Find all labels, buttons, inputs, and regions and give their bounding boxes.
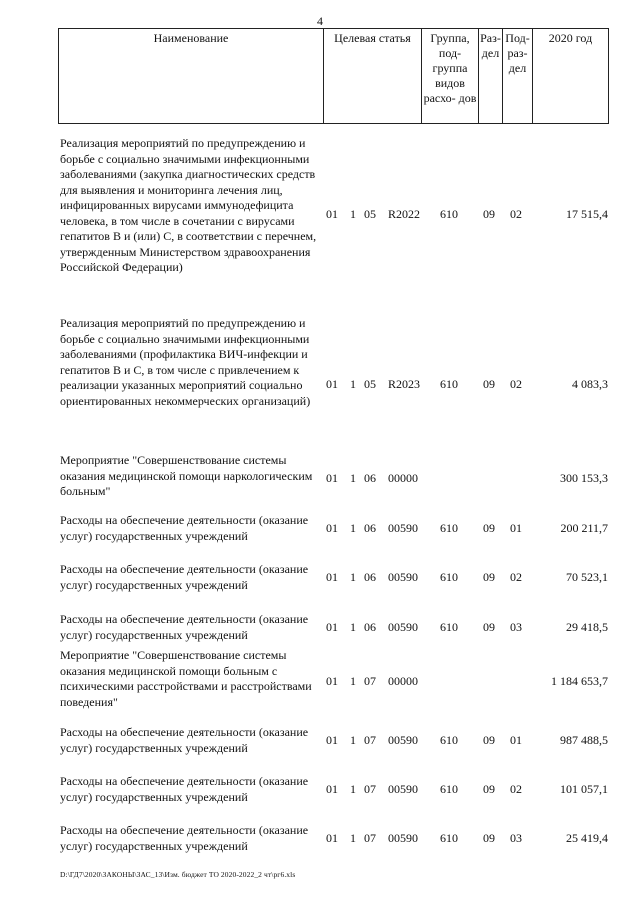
row-subsection: 03	[510, 620, 522, 634]
row-amount: 300 153,3	[560, 471, 608, 485]
row-group: 610	[440, 570, 458, 584]
row-name: Реализация мероприятий по предупреждению и борьбе с социально значимыми инфекционными заболеваниями (закупка диагностических средств для выявления и мониторинга лечения лиц, инфицированных вирусами иммунодефицита человека, в том числе в сочетании с вирусами гепатитов В и (или) С, в соответствии с перечнем, утвержденным Министерством здравоохранения Российской Федерации)	[60, 136, 317, 274]
target-part-4: 00590	[388, 733, 418, 747]
row-subsection: 02	[510, 782, 522, 796]
row-amount: 17 515,4	[566, 207, 608, 221]
target-part-2: 1	[350, 521, 356, 535]
row-group: 610	[440, 831, 458, 845]
target-part-2: 1	[350, 570, 356, 584]
row-name: Расходы на обеспечение деятельности (оказание услуг) государственных учреждений	[60, 612, 309, 642]
row-name: Расходы на обеспечение деятельности (оказание услуг) государственных учреждений	[60, 725, 309, 755]
target-part-4: 00590	[388, 782, 418, 796]
table-row	[0, 453, 640, 498]
target-part-4: R2022	[388, 207, 421, 221]
row-name: Мероприятие "Совершенствование системы оказания медицинской помощи больным с психическими расстройствами и расстройствами поведения"	[60, 648, 312, 709]
target-part-3: 06	[364, 620, 376, 634]
row-subsection: 02	[510, 377, 522, 391]
row-name: Расходы на обеспечение деятельности (оказание услуг) государственных учреждений	[60, 562, 309, 592]
row-group: 610	[440, 620, 458, 634]
target-part-2: 1	[350, 674, 356, 688]
table-row	[0, 774, 640, 804]
target-part-1: 01	[326, 620, 338, 634]
row-name: Расходы на обеспечение деятельности (оказание услуг) государственных учреждений	[60, 513, 309, 543]
target-part-4: 00000	[388, 674, 418, 688]
row-name: Мероприятие "Совершенствование системы оказания медицинской помощи наркологическим больным"	[60, 453, 313, 498]
row-subsection: 02	[510, 570, 522, 584]
row-section: 09	[483, 733, 495, 747]
target-part-1: 01	[326, 377, 338, 391]
row-section: 09	[483, 620, 495, 634]
target-part-2: 1	[350, 377, 356, 391]
table-header	[58, 28, 609, 124]
target-part-3: 06	[364, 521, 376, 535]
page-number: 4	[317, 14, 323, 28]
row-section: 09	[483, 782, 495, 796]
target-part-2: 1	[350, 831, 356, 845]
row-group: 610	[440, 521, 458, 535]
row-amount: 987 488,5	[560, 733, 608, 747]
target-part-2: 1	[350, 207, 356, 221]
target-part-4: R2023	[388, 377, 421, 391]
table-row	[0, 823, 640, 853]
target-part-4: 00590	[388, 620, 418, 634]
target-part-4: 00590	[388, 831, 418, 845]
row-section: 09	[483, 521, 495, 535]
target-part-3: 05	[364, 207, 376, 221]
row-amount: 1 184 653,7	[551, 674, 608, 688]
header-section: Раз- дел	[479, 29, 503, 124]
table-row	[0, 648, 640, 709]
target-part-1: 01	[326, 570, 338, 584]
target-part-3: 07	[364, 831, 376, 845]
target-part-3: 07	[364, 782, 376, 796]
row-group: 610	[440, 377, 458, 391]
row-section: 09	[483, 570, 495, 584]
row-section: 09	[483, 377, 495, 391]
row-amount: 4 083,3	[572, 377, 608, 391]
target-part-2: 1	[350, 733, 356, 747]
target-part-4: 00590	[388, 521, 418, 535]
table-row	[0, 316, 640, 408]
target-part-3: 05	[364, 377, 376, 391]
row-section: 09	[483, 207, 495, 221]
row-name: Реализация мероприятий по предупреждению и борьбе с социально значимыми инфекционными заболеваниями (профилактика ВИЧ-инфекции и гепатитов В и С, в том числе с привлечением к реализации указанных мероприятий социально ориентированных некоммерческих организаций)	[60, 316, 311, 408]
row-subsection: 01	[510, 521, 522, 535]
target-part-2: 1	[350, 471, 356, 485]
target-part-1: 01	[326, 471, 338, 485]
row-section: 09	[483, 831, 495, 845]
target-part-4: 00000	[388, 471, 418, 485]
target-part-4: 00590	[388, 570, 418, 584]
row-subsection: 01	[510, 733, 522, 747]
header-name: Наименование	[59, 29, 324, 124]
target-part-2: 1	[350, 782, 356, 796]
table-row	[0, 725, 640, 755]
row-name: Расходы на обеспечение деятельности (оказание услуг) государственных учреждений	[60, 823, 309, 853]
table-row	[0, 612, 640, 642]
file-path-footer: D:\ГД7\2020\ЗАКОНЫ\ЗАС_13\Изм. бюджет ТО 2020-2022_2 чт\рг6.xls	[60, 870, 296, 879]
row-amount: 200 211,7	[560, 521, 608, 535]
row-subsection: 02	[510, 207, 522, 221]
row-amount: 70 523,1	[566, 570, 608, 584]
header-year: 2020 год	[533, 29, 609, 124]
target-part-3: 07	[364, 674, 376, 688]
header-target: Целевая статья	[324, 29, 422, 124]
row-group: 610	[440, 782, 458, 796]
table-row	[0, 562, 640, 592]
row-subsection: 03	[510, 831, 522, 845]
target-part-1: 01	[326, 674, 338, 688]
target-part-3: 06	[364, 570, 376, 584]
target-part-2: 1	[350, 620, 356, 634]
target-part-3: 07	[364, 733, 376, 747]
target-part-1: 01	[326, 733, 338, 747]
row-name: Расходы на обеспечение деятельности (оказание услуг) государственных учреждений	[60, 774, 309, 804]
target-part-1: 01	[326, 207, 338, 221]
row-group: 610	[440, 733, 458, 747]
row-group: 610	[440, 207, 458, 221]
header-group: Группа, под- группа видов расхо- дов	[422, 29, 479, 124]
table-row	[0, 136, 640, 274]
row-amount: 29 418,5	[566, 620, 608, 634]
row-amount: 25 419,4	[566, 831, 608, 845]
target-part-1: 01	[326, 782, 338, 796]
table-row	[0, 513, 640, 543]
target-part-1: 01	[326, 521, 338, 535]
row-amount: 101 057,1	[560, 782, 608, 796]
target-part-1: 01	[326, 831, 338, 845]
header-subsection: Под- раз- дел	[503, 29, 533, 124]
target-part-3: 06	[364, 471, 376, 485]
